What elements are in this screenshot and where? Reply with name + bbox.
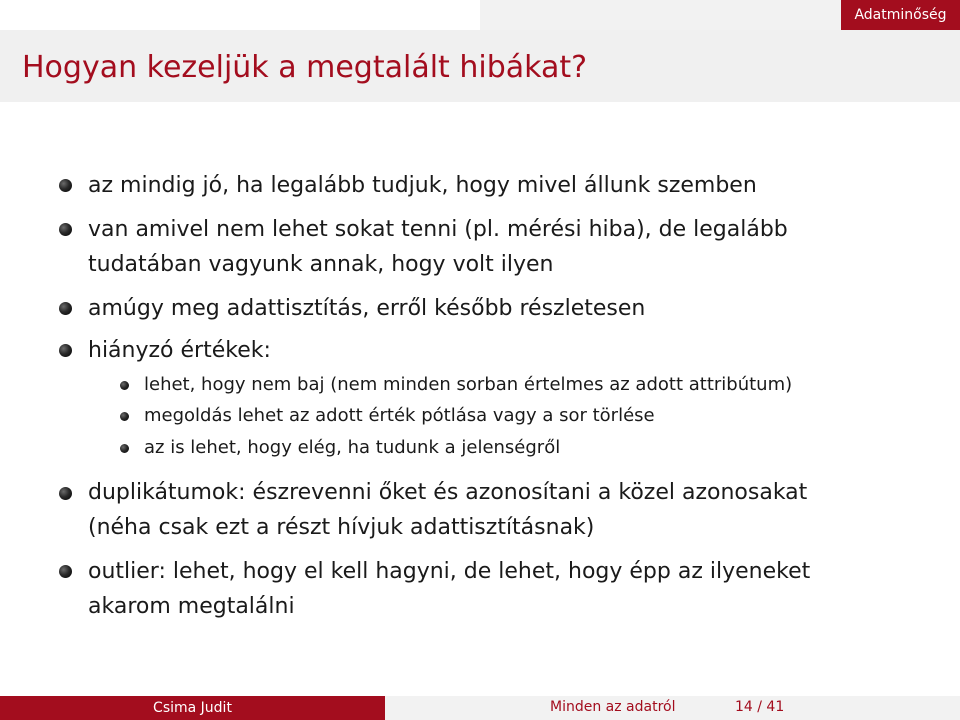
bullet-icon (59, 565, 72, 578)
headline-left (0, 0, 480, 30)
section-tab[interactable]: Adatminőség (841, 0, 960, 30)
footer-author: Csima Judit (0, 696, 385, 720)
headline-right (480, 0, 960, 30)
bullet-item-6-line2: akarom megtalálni (88, 594, 295, 619)
frame-title: Hogyan kezeljük a megtalált hibákat? (22, 50, 588, 85)
sub-bullet-icon (120, 412, 129, 421)
page-number: 14 / 41 (735, 699, 785, 715)
bullet-icon (59, 487, 72, 500)
sub-item-2: megoldás lehet az adott érték pótlása vagy a sor törlése (144, 405, 655, 426)
footer-bar (0, 696, 960, 720)
bullet-item-1: az mindig jó, ha legalább tudjuk, hogy mivel állunk szemben (88, 173, 757, 198)
bullet-item-5-line1: duplikátumok: észrevenni őket és azonosítani a közel azonosakat (88, 480, 808, 505)
bullet-item-5-line2: (néha csak ezt a részt hívjuk adattisztításnak) (88, 515, 595, 540)
sub-item-3: az is lehet, hogy elég, ha tudunk a jelenségről (144, 437, 561, 458)
footer-right (385, 696, 960, 720)
bullet-item-4: hiányzó értékek: (88, 338, 271, 363)
sub-bullet-icon (120, 381, 129, 390)
bullet-item-6-line1: outlier: lehet, hogy el kell hagyni, de lehet, hogy épp az ilyeneket (88, 559, 811, 584)
bullet-item-3: amúgy meg adattisztítás, erről később részletesen (88, 296, 646, 321)
sub-bullet-icon (120, 444, 129, 453)
bullet-item-2-line1: van amivel nem lehet sokat tenni (pl. mérési hiba), de legalább (88, 217, 788, 242)
footer-title: Minden az adatról (550, 699, 676, 715)
bullet-icon (59, 344, 72, 357)
bullet-icon (59, 223, 72, 236)
bullet-item-2-line2: tudatában vagyunk annak, hogy volt ilyen (88, 252, 554, 277)
bullet-icon (59, 302, 72, 315)
bullet-icon (59, 179, 72, 192)
sub-item-1: lehet, hogy nem baj (nem minden sorban értelmes az adott attribútum) (144, 374, 793, 395)
frame-title-bar (0, 30, 960, 102)
headline-bar (0, 0, 960, 30)
